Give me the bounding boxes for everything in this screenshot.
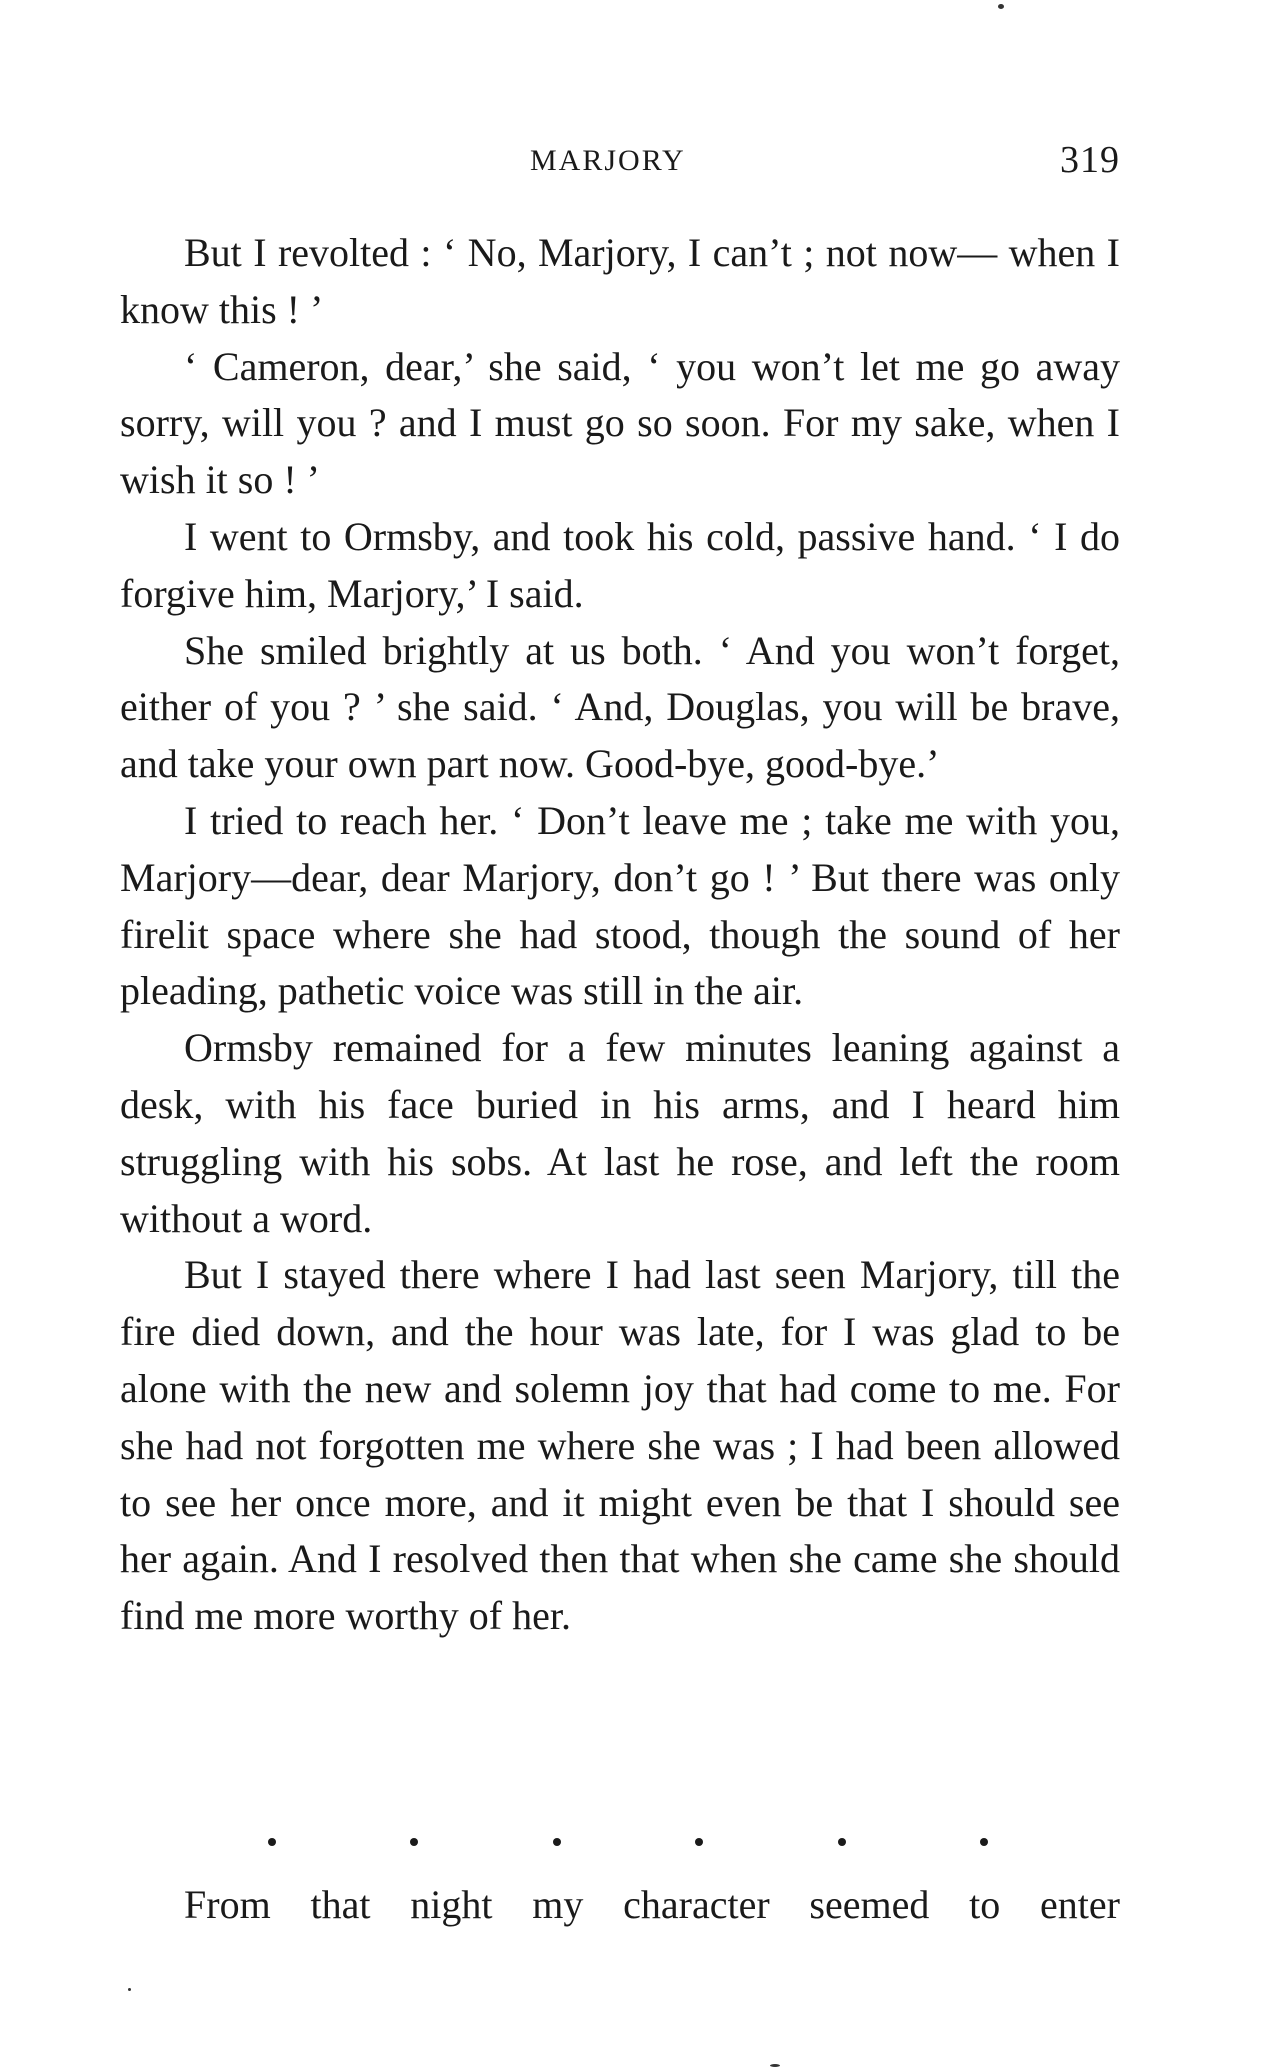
running-head: MARJORY xyxy=(530,144,686,177)
section-break-dot xyxy=(695,1838,703,1846)
section-break-dot xyxy=(838,1838,846,1846)
scan-speck xyxy=(128,1988,131,1991)
paragraph: She smiled brightly at us both. ‘ And you won’t forget, either of you ? ’ she said. ‘ And, Douglas, you will be brave, and take your own part now. Good-bye, good-bye.’ xyxy=(120,627,1120,787)
section-break-dot xyxy=(553,1838,561,1846)
continuation-line: From that night my character seemed to enter xyxy=(184,1882,1120,1927)
paragraph: ‘ Cameron, dear,’ she said, ‘ you won’t let me go away sorry, will you ? and I must go so soon. For my sake, when I wish it so ! ’ xyxy=(120,343,1120,503)
section-break xyxy=(268,1838,988,1846)
scan-speck xyxy=(770,2064,780,2067)
section-break-dot xyxy=(268,1838,276,1846)
section-break-dot xyxy=(410,1838,418,1846)
paragraph: I tried to reach her. ‘ Don’t leave me ; take me with you, Marjory—dear, dear Marjory, don’t go ! ’ But there was only firelit space where she had stood, though the sound of her pleading, pathetic voice was still in the air. xyxy=(120,797,1120,1014)
page-number: 319 xyxy=(1060,139,1120,181)
scan-speck xyxy=(998,4,1004,9)
paragraph: Ormsby remained for a few minutes leaning against a desk, with his face buried in his arms, and I heard him struggling with his sobs. At last he rose, and left the room without a word. xyxy=(120,1025,1120,1241)
paragraph: But I revolted : ‘ No, Marjory, I can’t ; not now— when I know this ! ’ xyxy=(120,230,1120,332)
paragraph: But I stayed there where I had last seen Marjory, till the fire died down, and the hour was late, for I was glad to be alone with the new and solemn joy that had come to me. For she had not forgotten me where she was ; I had been allowed to see her once more, and it might even be that I should see her again. And I resolved then that when she came she should find me more worthy of her. xyxy=(120,1252,1120,1639)
body-text xyxy=(120,225,1120,1645)
section-break-dot xyxy=(980,1838,988,1846)
paragraph: I went to Ormsby, and took his cold, passive hand. ‘ I do forgive him, Marjory,’ I said. xyxy=(120,513,1120,616)
page-header xyxy=(120,138,1120,188)
